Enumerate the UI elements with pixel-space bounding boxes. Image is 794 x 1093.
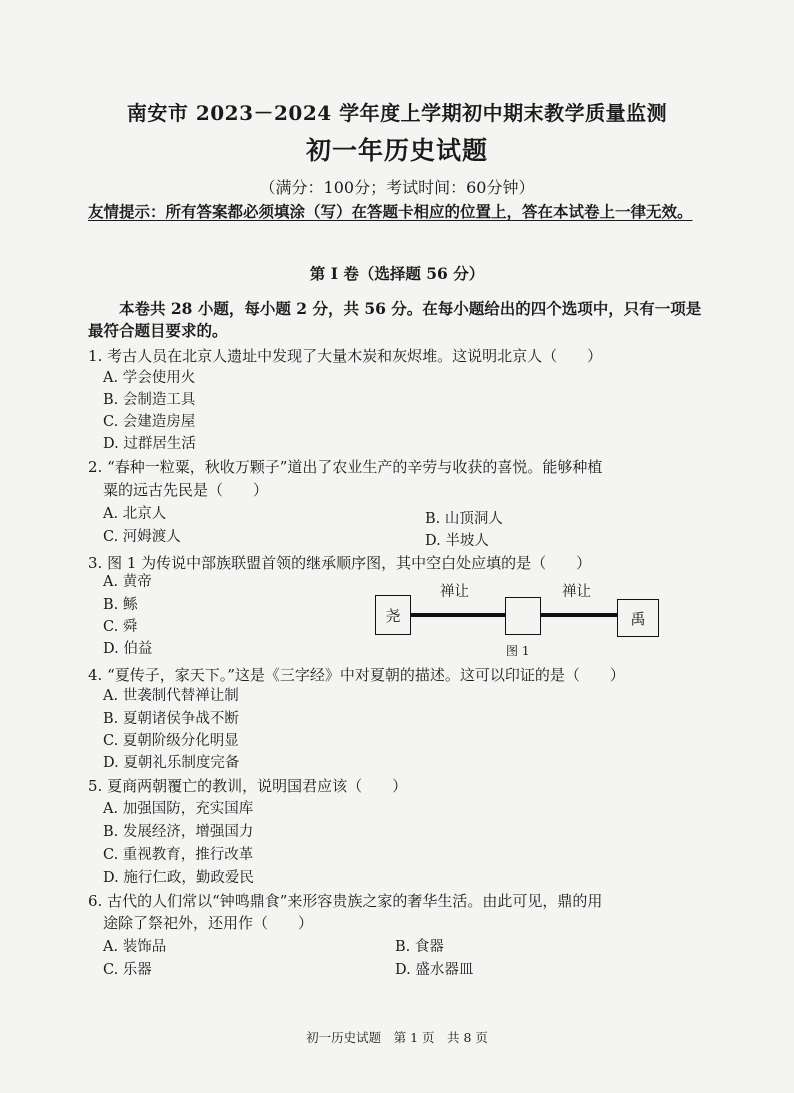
question-6-option-d: D. 盛水器皿	[395, 962, 474, 978]
question-4-option-b: B. 夏朝诸侯争战不断	[103, 711, 239, 727]
notice	[88, 200, 708, 223]
question-6-option-c: C. 乐器	[103, 962, 152, 978]
question-2-option-a: A. 北京人	[103, 506, 167, 522]
section-title: 第 I 卷（选择题 56 分）	[309, 264, 485, 283]
question-3-option-d: D. 伯益	[103, 641, 153, 657]
question-4-option-a: A. 世袭制代替禅让制	[103, 688, 239, 704]
question-4-option-d: D. 夏朝礼乐制度完备	[103, 755, 240, 771]
notice-text: 所有答案都必须填涂（写）在答题卡相应的位置上，答在本试卷上一律无效。	[165, 202, 693, 221]
question-6-option-a: A. 装饰品	[103, 939, 167, 955]
question-1-option-d: D. 过群居生活	[103, 436, 196, 452]
question-5-option-b: B. 发展经济，增强国力	[103, 824, 254, 840]
exam-title: 南安市 2023－2024 学年度上学期初中期末教学质量监测	[126, 101, 668, 125]
box-yao: 尧	[375, 595, 411, 635]
question-5-stem: 5. 夏商两朝覆亡的教训，说明国君应该（ ）	[88, 777, 408, 795]
question-3-option-a: A. 黄帝	[103, 574, 152, 590]
question-4-stem: 4. “夏传子，家天下。”这是《三字经》中对夏朝的描述。这可以印证的是（ ）	[88, 666, 625, 684]
question-5-option-a: A. 加强国防，充实国库	[103, 801, 254, 817]
figure-1-caption: 图 1	[506, 644, 530, 658]
page-footer: 初一历史试题 第 1 页 共 8 页	[306, 1030, 488, 1045]
question-2-option-c: C. 河姆渡人	[103, 529, 181, 545]
section-intro: 本卷共 28 小题，每小题 2 分，共 56 分。在每小题给出的四个选项中，只有一项是最符合题目要求的。	[88, 299, 702, 340]
label-shanrang-left: 禅让	[440, 584, 469, 600]
question-5-option-c: C. 重视教育，推行改革	[103, 847, 254, 863]
question-3-stem: 3. 图 1 为传说中部族联盟首领的继承顺序图，其中空白处应填的是（ ）	[88, 554, 592, 572]
question-5-option-d: D. 施行仁政，勤政爱民	[103, 870, 254, 886]
question-4-option-c: C. 夏朝阶级分化明显	[103, 733, 239, 749]
exam-subtitle: 初一年历史试题	[305, 136, 488, 165]
question-2-stem-line1: 2. “春种一粒粟，秋收万颗子”道出了农业生产的辛劳与收获的喜悦。能够种植	[88, 458, 603, 476]
notice-label: 友情提示：	[88, 202, 166, 221]
question-2-option-d: D. 半坡人	[425, 533, 489, 549]
question-3-option-b: B. 鲧	[103, 597, 138, 613]
label-shanrang-right: 禅让	[562, 584, 591, 600]
box-blank	[505, 597, 541, 635]
question-6-stem-line2: 途除了祭祀外，还用作（ ）	[103, 914, 314, 932]
question-1-stem: 1. 考古人员在北京人遗址中发现了大量木炭和灰烬堆。这说明北京人（ ）	[88, 347, 603, 365]
box-yu: 禹	[617, 599, 659, 637]
connector-line-left	[410, 613, 505, 617]
question-6-stem-line1: 6. 古代的人们常以“钟鸣鼎食”来形容贵族之家的奢华生活。由此可见，鼎的用	[88, 892, 603, 910]
question-2-option-b: B. 山顶洞人	[425, 511, 503, 527]
connector-line-right	[540, 613, 618, 617]
question-1-option-b: B. 会制造工具	[103, 392, 196, 408]
question-1-option-c: C. 会建造房屋	[103, 414, 196, 430]
question-6-option-b: B. 食器	[395, 939, 444, 955]
question-3-option-c: C. 舜	[103, 619, 138, 635]
question-1-option-a: A. 学会使用火	[103, 370, 196, 386]
question-2-stem-line2: 粟的远古先民是（ ）	[103, 481, 269, 499]
exam-meta: （满分：100分；考试时间：60分钟）	[259, 178, 535, 197]
